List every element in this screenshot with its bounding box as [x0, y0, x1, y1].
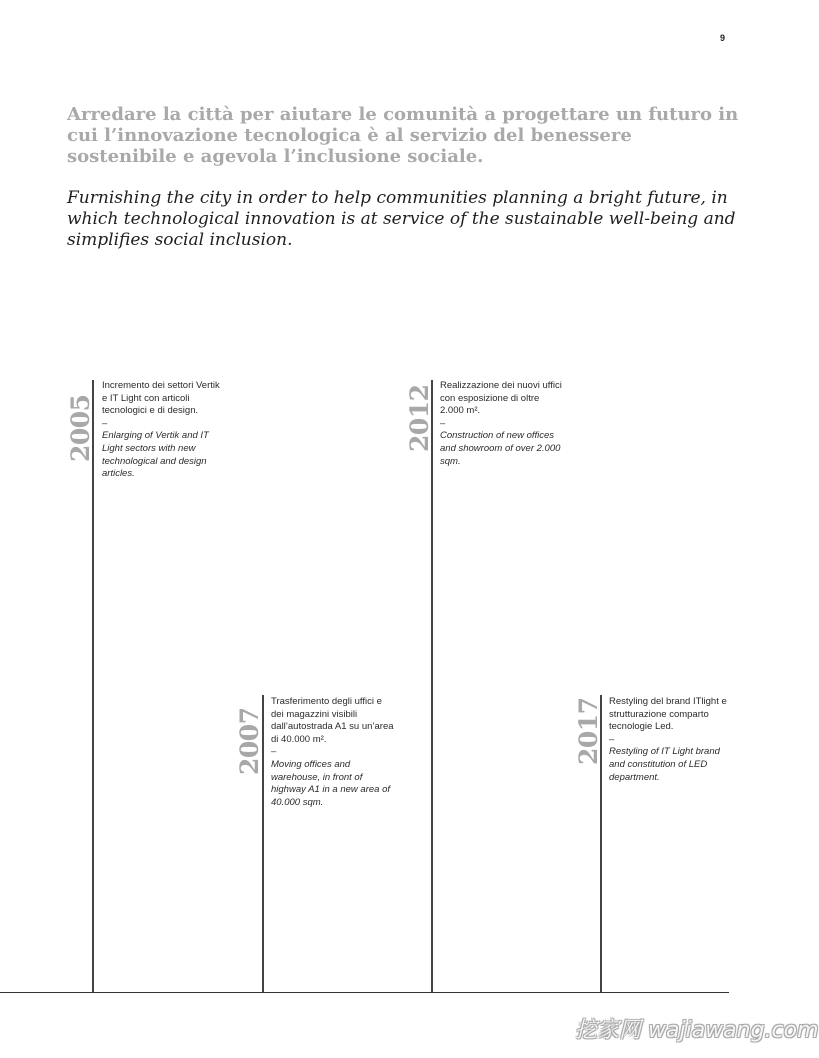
- headline-italian: Arredare la città per aiutare le comunità a progettare un futuro in cui l’innovazione tecnologica è al servizio del benessere sostenibile e agevola l’inclusione sociale.: [67, 104, 739, 167]
- entry-separator: –: [440, 417, 446, 429]
- entry-text-italian: Restyling del brand ITlight e strutturazione comparto tecnologie Led.: [609, 696, 727, 733]
- timeline-entry-2005: [102, 380, 227, 481]
- entry-text-english: Moving offices and warehouse, in front of highway A1 in a new area of 40.000 sqm.: [271, 758, 391, 808]
- timeline-line-2005: [92, 380, 94, 992]
- timeline-entry-2007: [271, 696, 396, 809]
- year-label-2007: 2007: [235, 707, 264, 775]
- entry-text-english: Enlarging of Vertik and IT Light sectors with new technological and design articles.: [102, 430, 209, 480]
- entry-text-italian: Incremento dei settori Vertik e IT Light con articoli tecnologici e di design.: [102, 380, 220, 417]
- bottom-rule: [0, 992, 729, 993]
- year-label-2012: 2012: [405, 384, 434, 452]
- year-label-2005: 2005: [66, 394, 95, 462]
- entry-text-english: Construction of new offices and showroom of over 2.000 sqm.: [440, 430, 561, 467]
- timeline-entry-2012: [440, 380, 565, 468]
- year-label-2017: 2017: [574, 697, 603, 765]
- entry-separator: –: [609, 733, 615, 745]
- entry-separator: –: [102, 417, 108, 429]
- entry-text-italian: Realizzazione dei nuovi uffici con esposizione di oltre 2.000 m².: [440, 380, 562, 417]
- timeline-entry-2017: [609, 696, 734, 784]
- watermark: 挖家网 wajiawang.com: [575, 1018, 819, 1043]
- timeline-line-2012: [431, 380, 433, 992]
- entry-separator: –: [271, 746, 277, 758]
- headline-english: Furnishing the city in order to help communities planning a bright future, in which technological innovation is at service of the sustainable well-being and simplifies social inclusion.: [67, 188, 736, 250]
- entry-text-italian: Trasferimento degli uffici e dei magazzini visibili dall’autostrada A1 su un’area di 40.000 m².: [271, 696, 394, 745]
- page-number: 9: [720, 33, 726, 43]
- entry-text-english: Restyling of IT Light brand and constitution of LED department.: [609, 746, 720, 783]
